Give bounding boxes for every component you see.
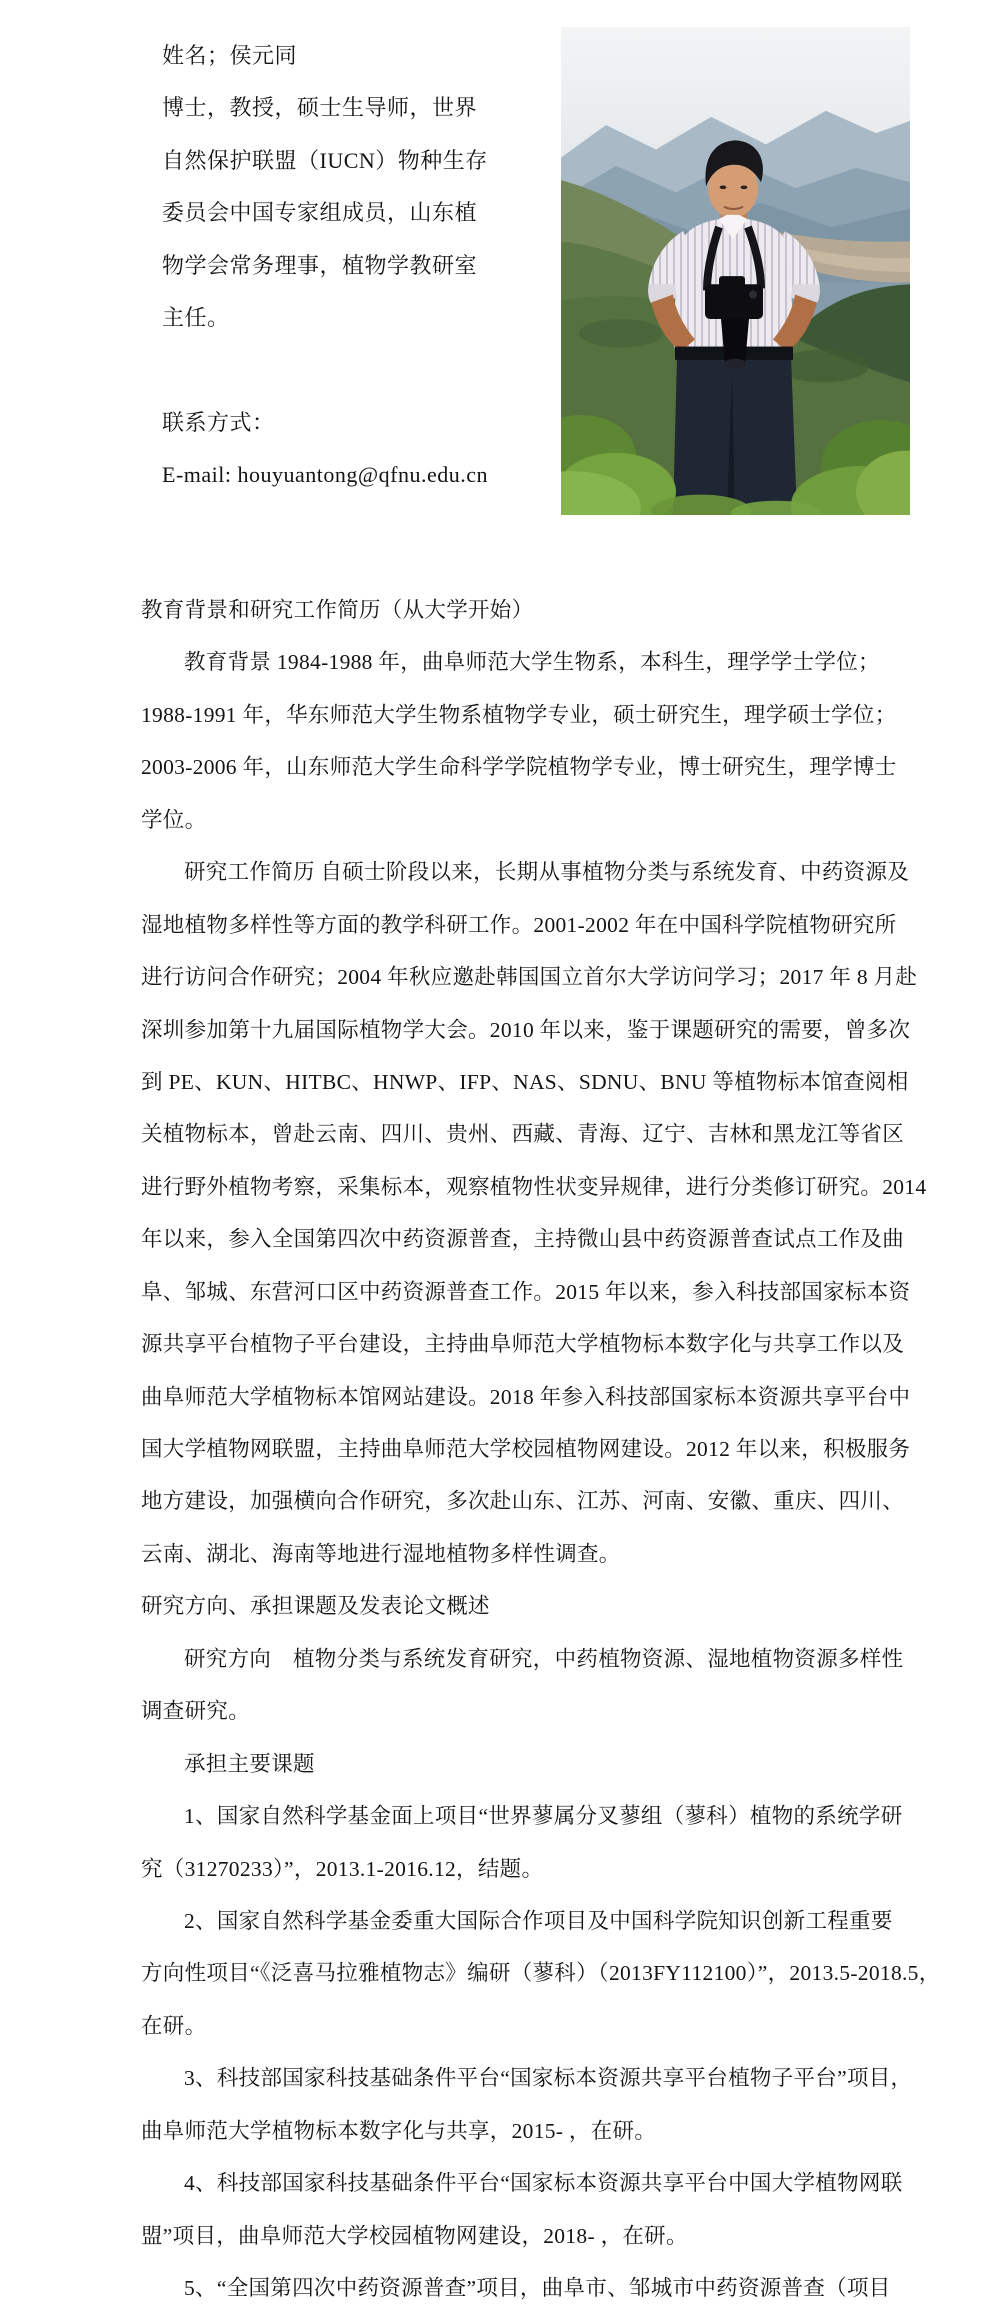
body-text-line: 1、国家自然科学基金面上项目“世界蓼属分叉蓼组（蓼科）植物的系统学研 [184,1804,903,1829]
body-text-line: 年以来，参入全国第四次中药资源普查，主持微山县中药资源普查试点工作及曲 [141,1227,905,1252]
profile-info-block [162,30,488,502]
body-text-line: 源共享平台植物子平台建设，主持曲阜师范大学植物标本数字化与共享工作以及 [141,1332,905,1357]
body-text-line: 盟”项目，曲阜师范大学校园植物网建设，2018- ，在研。 [141,2223,688,2248]
body-text-line: 2、国家自然科学基金委重大国际合作项目及中国科学院知识创新工程重要 [184,1908,893,1933]
body-text-line: 研究工作简历 自硕士阶段以来，长期从事植物分类与系统发育、中药资源及 [184,860,910,885]
camera-lens [721,319,749,364]
camera-prism [719,276,745,288]
profile-info-line: 主任。 [162,304,230,330]
body-text-line: 阜、邹城、东营河口区中药资源普查工作。2015 年以来，参入科技部国家标本资 [141,1279,911,1304]
subsection-heading-projects: 承担主要课题 [184,1751,315,1776]
body-text-line: 教育背景 1984-1988 年，曲阜师范大学生物系，本科生，理学学士学位； [184,650,880,675]
document-body [141,584,941,2314]
body-text-line: 深圳参加第十九届国际植物学大会。2010 年以来，鉴于课题研究的需要，曾多次 [141,1017,911,1042]
body-text-line: 学位。 [141,807,207,832]
profile-info-line: 博士，教授，硕士生导师，世界 [162,95,478,121]
body-text-line: 曲阜师范大学植物标本馆网站建设。2018 年参入科技部国家标本资源共享平台中 [141,1384,911,1409]
body-text-line: 研究方向 植物分类与系统发育研究，中药植物资源、湿地植物资源多样性 [184,1646,904,1671]
body-text-line: 国大学植物网联盟，主持曲阜师范大学校园植物网建设。2012 年以来，积极服务 [141,1437,911,1461]
body-text-line: 2003-2006 年，山东师范大学生命科学学院植物学专业，博士研究生，理学博士 [141,755,897,780]
body-text-line: 究（31270233）”，2013.1-2016.12，结题。 [141,1856,544,1881]
body-text-line: 到 PE、KUN、HITBC、HNWP、IFP、NAS、SDNU、BNU 等植物标本馆查阅相 [141,1069,909,1094]
field-portrait-image [561,27,910,515]
profile-info-line: 物学会常务理事，植物学教研室 [162,252,478,278]
person-left-eye [720,185,727,189]
section-heading-education: 教育背景和研究工作简历（从大学开始） [141,598,534,622]
camera-dial [749,290,757,298]
name-line: 姓名；侯元同 [162,43,298,68]
profile-info-line: 自然保护联盟（IUCN）物种生存 [162,147,488,173]
person-right-eye [741,185,748,189]
body-text-line: 调查研究。 [141,1699,251,1724]
body-text-line: 地方建设，加强横向合作研究，多次赴山东、江苏、河南、安徽、重庆、四川、 [141,1489,905,1514]
profile-info-line [162,344,488,396]
photo-slope-shadow-left [579,319,663,348]
body-text-line: 进行访问合作研究；2004 年秋应邀赴韩国国立首尔大学访问学习；2017 年 8 月赴 [141,965,918,990]
camera-lens-cap [724,359,746,369]
email-line: E-mail: houyuantong@qfnu.edu.cn [162,462,488,488]
body-text-line: 湿地植物多样性等方面的教学科研工作。2001-2002 年在中国科学院植物研究所 [141,912,897,937]
body-text-line: 5、“全国第四次中药资源普查”项目，曲阜市、邹城市中药资源普查（项目 [184,2276,891,2300]
person-trousers [673,356,797,515]
body-text-line: 1988-1991 年，华东师范大学生物系植物学专业，硕士研究生，理学硕士学位； [141,702,897,727]
body-text-line: 进行野外植物考察，采集标本，观察植物性状变异规律，进行分类修订研究。2014 [141,1174,927,1199]
profile-info-line: 委员会中国专家组成员，山东植 [162,200,478,226]
body-text-line: 在研。 [141,2013,207,2038]
body-text-line: 云南、湖北、海南等地进行湿地植物多样性调查。 [141,1541,621,1566]
body-text-line: 关植物标本，曾赴云南、四川、贵州、西藏、青海、辽宁、吉林和黑龙江等省区 [141,1122,905,1147]
body-text-line: 方向性项目“《泛喜马拉雅植物志》编研（蓼科）（2013FY112100）”，2013.5-2018.5， [141,1961,941,1986]
body-text-line: 4、科技部国家科技基础条件平台“国家标本资源共享平台中国大学植物网联 [184,2171,903,2196]
camera-body [705,284,763,319]
contact-label: 联系方式： [162,409,275,435]
section-heading-research: 研究方向、承担课题及发表论文概述 [141,1594,490,1619]
body-text-line: 3、科技部国家科技基础条件平台“国家标本资源共享平台植物子平台”项目， [184,2066,913,2091]
body-text-line: 曲阜师范大学植物标本数字化与共享，2015- ，在研。 [141,2118,657,2143]
profile-photo [561,27,910,515]
